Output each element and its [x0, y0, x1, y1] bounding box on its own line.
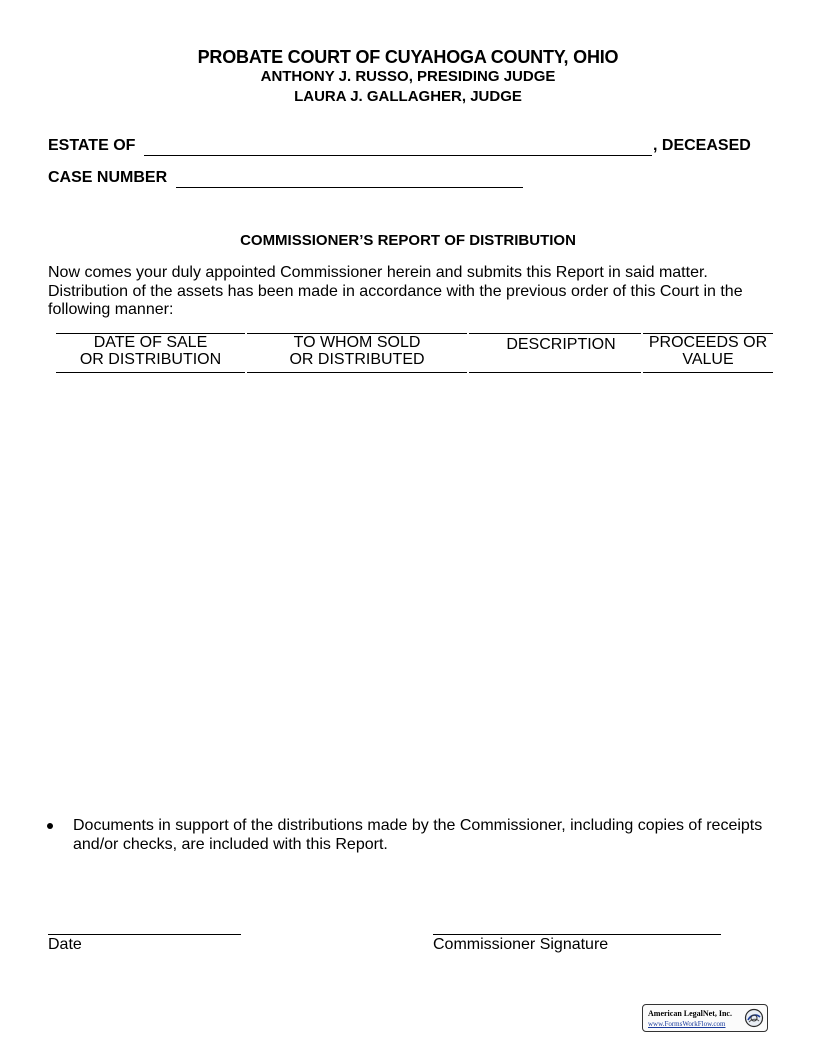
- presiding-judge: ANTHONY J. RUSSO, PRESIDING JUDGE: [260, 68, 556, 85]
- judge-name: LAURA J. GALLAGHER, JUDGE: [294, 88, 522, 105]
- court-name: PROBATE COURT OF CUYAHOGA COUNTY, OHIO: [197, 47, 619, 67]
- column-header-recipient-line2: OR DISTRIBUTED: [289, 351, 425, 368]
- intro-paragraph: Now comes your duly appointed Commissioner herein and submits this Report in said matter. Distribution of the assets has been made in accordance with the previous order of this Court in the following manner:: [48, 264, 743, 318]
- column-header-recipient: [247, 334, 467, 368]
- case-number-field[interactable]: [178, 168, 522, 188]
- column-header-description: [469, 336, 653, 353]
- supporting-documents-note: Documents in support of the distributions made by the Commissioner, including copies of receipts and/or checks, are included with this Report.: [73, 817, 763, 853]
- commissioner-signature-line[interactable]: [433, 934, 721, 935]
- distribution-table-body[interactable]: [56, 376, 773, 796]
- col-bottom-rule-3: [469, 372, 641, 373]
- case-number-underline: [176, 187, 523, 188]
- column-header-proceeds-line2: VALUE: [682, 351, 734, 368]
- column-header-date-line1: DATE OF SALE: [93, 334, 208, 351]
- column-header-proceeds-line1: PROCEEDS OR: [648, 334, 768, 351]
- column-header-date-line2: OR DISTRIBUTION: [79, 351, 222, 368]
- column-header-recipient-line1: TO WHOM SOLD: [293, 334, 421, 351]
- american-legalnet-logo: [642, 1004, 768, 1032]
- bullet-icon: [47, 823, 53, 829]
- estate-name-underline: [144, 155, 652, 156]
- logo-website-link[interactable]: www.FormsWorkFlow.com: [648, 1020, 726, 1028]
- column-header-proceeds: [643, 334, 773, 368]
- estate-label: ESTATE OF: [48, 137, 136, 154]
- globe-icon: [744, 1008, 764, 1028]
- col-top-rule-3: [469, 333, 641, 334]
- deceased-label: , DECEASED: [653, 137, 751, 154]
- column-header-date: [56, 334, 245, 368]
- commissioner-signature-label: Commissioner Signature: [433, 936, 609, 953]
- col-bottom-rule-4: [643, 372, 773, 373]
- col-bottom-rule-2: [247, 372, 467, 373]
- column-header-description-line1: DESCRIPTION: [506, 336, 616, 353]
- date-signature-line[interactable]: [48, 934, 241, 935]
- case-number-label: CASE NUMBER: [48, 169, 168, 186]
- report-title: COMMISSIONER’S REPORT OF DISTRIBUTION: [240, 232, 576, 249]
- col-bottom-rule-1: [56, 372, 245, 373]
- date-label: Date: [48, 936, 82, 953]
- logo-company-name: American LegalNet, Inc.: [648, 1009, 732, 1018]
- estate-name-field[interactable]: [146, 136, 650, 156]
